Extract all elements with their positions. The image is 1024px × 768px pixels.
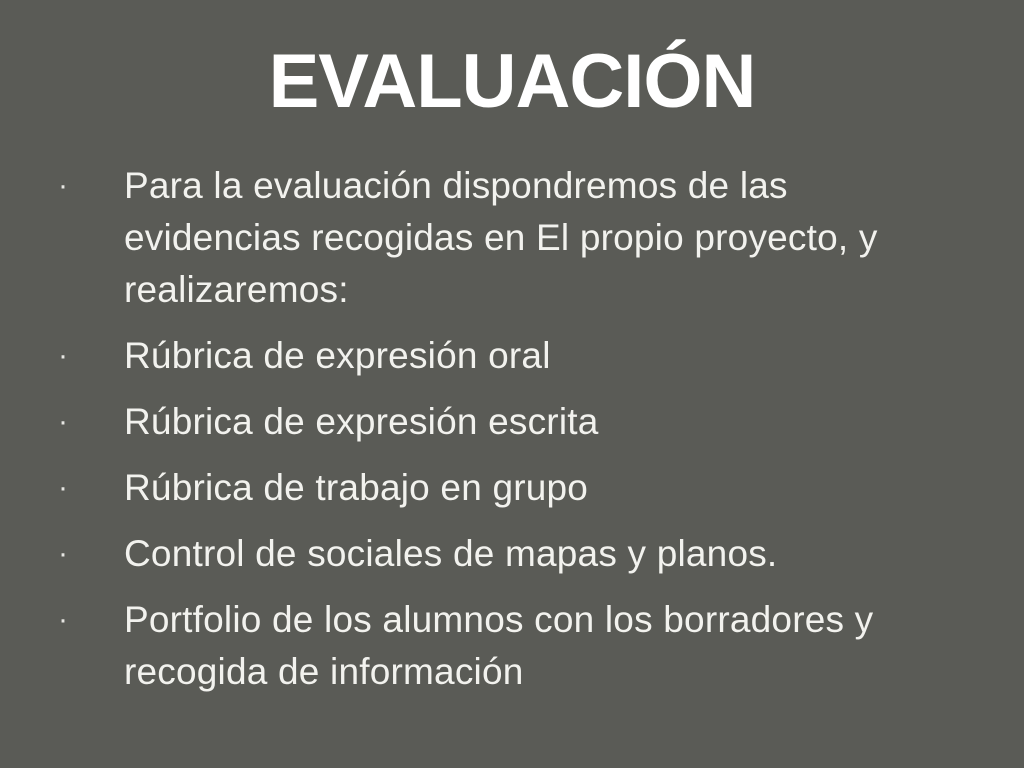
list-item <box>44 160 984 316</box>
bullet-point-icon: · <box>58 471 68 504</box>
bullet-point-icon: · <box>58 603 68 636</box>
list-item <box>44 396 984 448</box>
list-item-text: Rúbrica de trabajo en grupo <box>124 467 589 508</box>
list-item-text: Control de sociales de mapas y planos. <box>124 533 778 574</box>
list-item <box>44 528 984 580</box>
page-title: EVALUACIÓN <box>268 39 756 124</box>
list-item <box>44 462 984 514</box>
list-item <box>44 594 984 698</box>
bullet-point-icon: · <box>58 537 68 570</box>
bullet-list <box>44 160 984 712</box>
list-item-text: Portfolio de los alumnos con los borradores y recogida de información <box>124 599 874 692</box>
bullet-point-icon: · <box>58 339 68 372</box>
bullet-point-icon: · <box>58 169 68 202</box>
bullet-point-icon: · <box>58 405 68 438</box>
list-item <box>44 330 984 382</box>
list-item-text: Rúbrica de expresión escrita <box>124 401 599 442</box>
list-item-text: Para la evaluación dispondremos de las evidencias recogidas en El propio proyecto, y realizaremos: <box>124 165 878 310</box>
list-item-text: Rúbrica de expresión oral <box>124 335 551 376</box>
